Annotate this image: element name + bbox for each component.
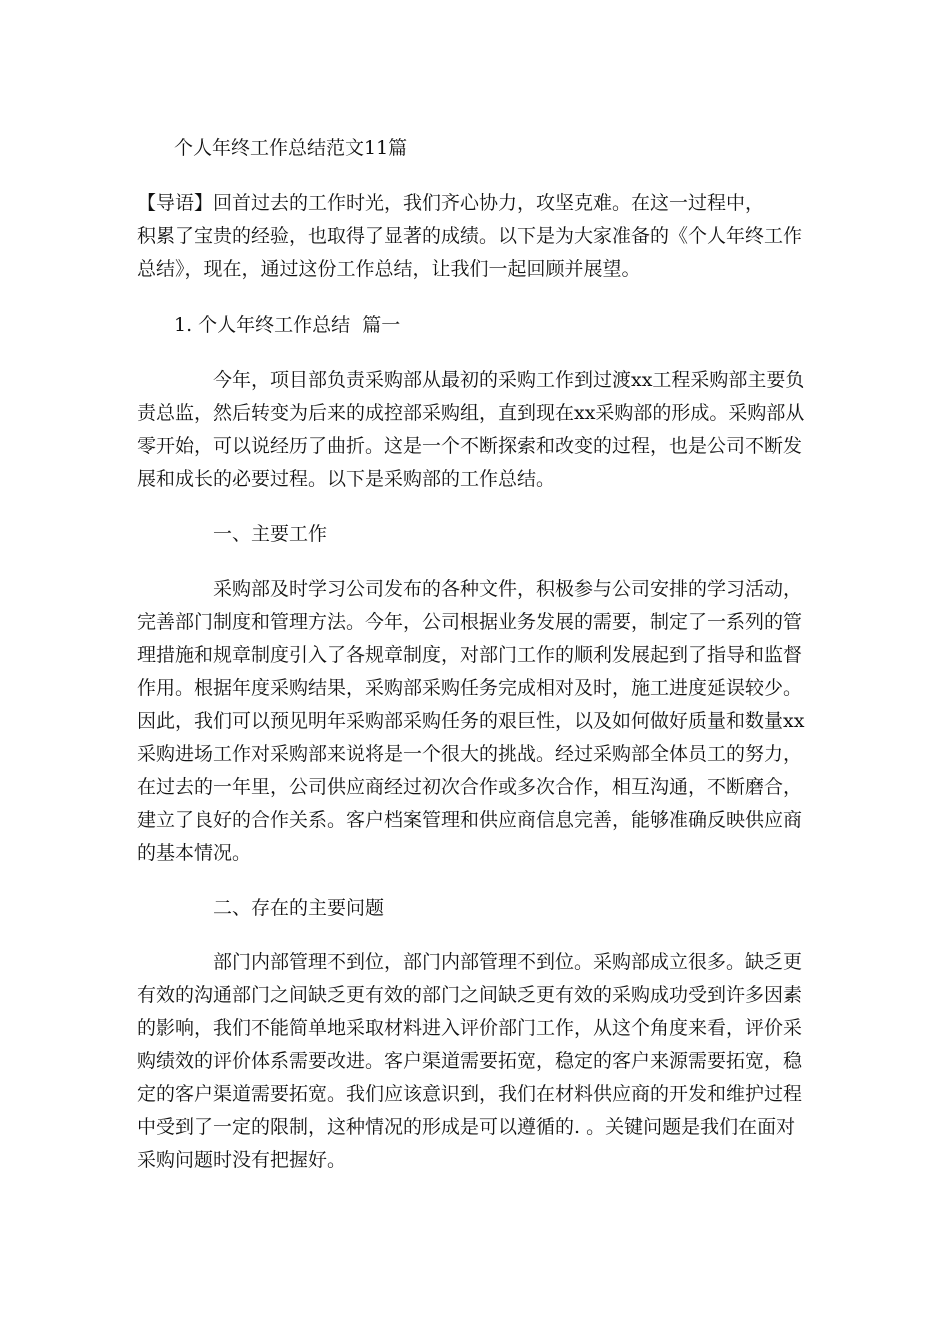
para3-line-3: 的影响，我们不能简单地采取材料进入评价部门工作，从这个角度来看，评价采 [137,1017,803,1039]
para2-line-3: 理措施和规章制度引入了各规章制度，对部门工作的顺利发展起到了指导和监督 [137,644,803,666]
para3-line-4: 购绩效的评价体系需要改进。客户渠道需要拓宽，稳定的客户来源需要拓宽，稳 [137,1050,803,1072]
para2-line-2: 完善部门制度和管理方法。今年，公司根据业务发展的需要，制定了一系列的管 [137,611,803,633]
subsection-1-heading: 一、主要工作 [213,523,328,545]
para2-line-4: 作用。根据年度采购结果，采购部采购任务完成相对及时，施工进度延误较少。 [137,677,803,699]
para1-line-2: 责总监，然后转变为后来的成控部采购组，直到现在xx采购部的形成。采购部从 [137,402,805,424]
intro-line-3: 总结》，现在，通过这份工作总结，让我们一起回顾并展望。 [137,258,641,280]
para2-line-9: 的基本情况。 [137,842,252,864]
para2-line-1: 采购部及时学习公司发布的各种文件，积极参与公司安排的学习活动， [213,578,803,600]
document-title: 个人年终工作总结范文11篇 [174,137,408,159]
para3-line-2: 有效的沟通部门之间缺乏更有效的部门之间缺乏更有效的采购成功受到许多因素 [137,984,803,1006]
para1-line-1: 今年，项目部负责采购部从最初的采购工作到过渡xx工程采购部主要负 [213,369,805,391]
para2-line-5: 因此，我们可以预见明年采购部采购任务的艰巨性，以及如何做好质量和数量xx [137,710,805,732]
para1-line-3: 零开始，可以说经历了曲折。这是一个不断探索和改变的过程，也是公司不断发 [137,435,803,457]
para1-line-4: 展和成长的必要过程。以下是采购部的工作总结。 [137,468,556,490]
intro-line-2: 积累了宝贵的经验，也取得了显著的成绩。以下是为大家准备的《个人年终工作 [137,225,803,247]
para3-line-6: 中受到了一定的限制，这种情况的形成是可以遵循的. 。关键问题是我们在面对 [137,1116,796,1138]
para3-line-7: 采购问题时没有把握好。 [137,1149,347,1171]
para2-line-7: 在过去的一年里，公司供应商经过初次合作或多次合作，相互沟通，不断磨合， [137,776,803,798]
para3-line-5: 定的客户渠道需要拓宽。我们应该意识到，我们在材料供应商的开发和维护过程 [137,1083,803,1105]
para3-line-1: 部门内部管理不到位，部门内部管理不到位。采购部成立很多。缺乏更 [213,951,803,973]
intro-line-1: 【导语】回首过去的工作时光，我们齐心协力，攻坚克难。在这一过程中， [137,192,765,214]
para2-line-6: 采购进场工作对采购部来说将是一个很大的挑战。经过采购部全体员工的努力， [137,743,803,765]
section-1-heading: 1. 个人年终工作总结 篇一 [174,314,401,336]
para2-line-8: 建立了良好的合作关系。客户档案管理和供应商信息完善，能够准确反映供应商 [137,809,803,831]
subsection-2-heading: 二、存在的主要问题 [213,897,385,919]
